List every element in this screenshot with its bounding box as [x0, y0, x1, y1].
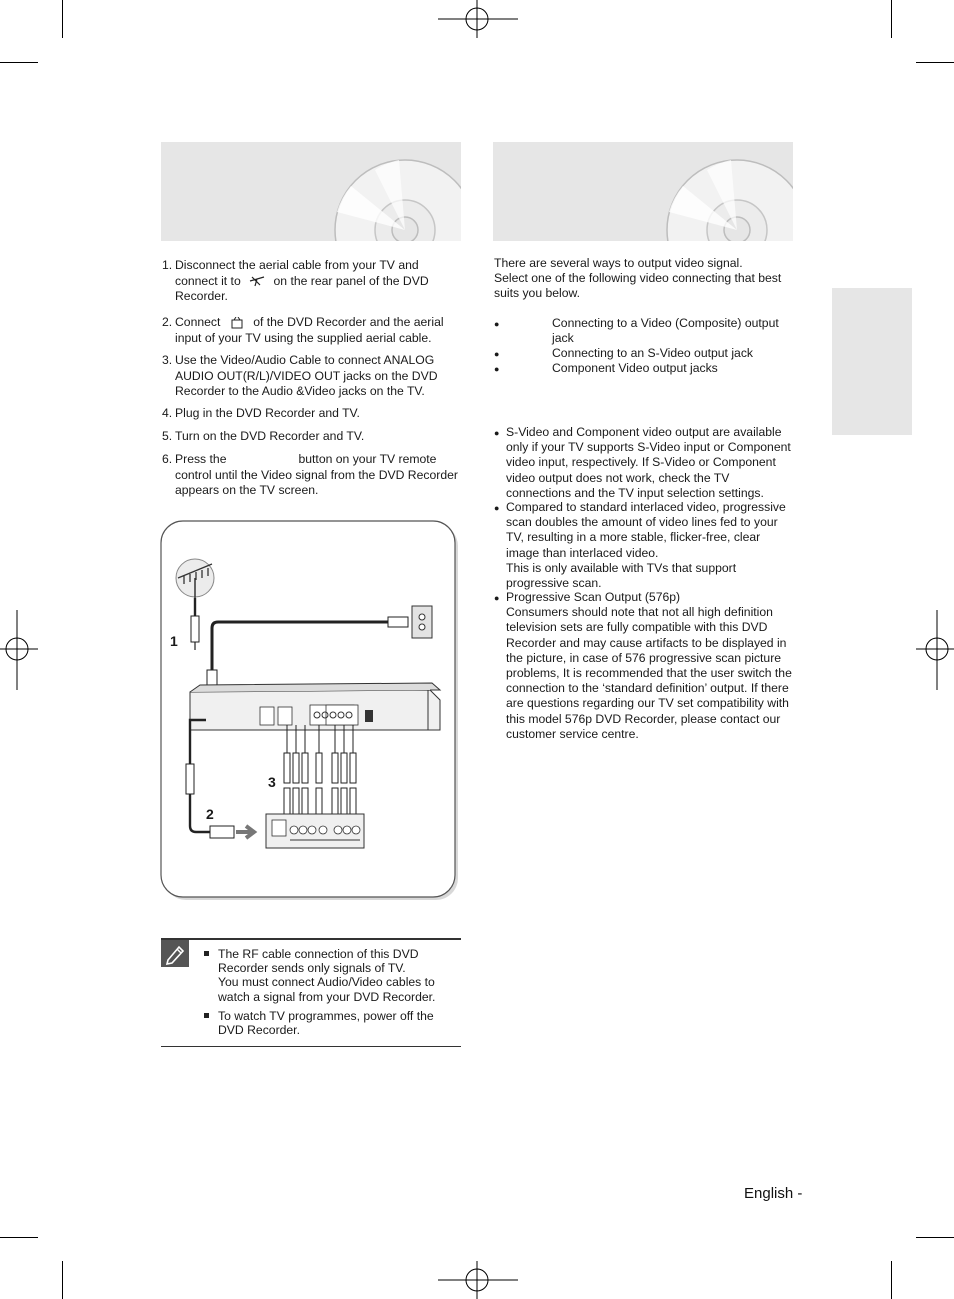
registration-mark-icon — [916, 610, 954, 690]
diagram-illustration — [160, 520, 460, 902]
right-note — [494, 590, 794, 742]
crop-mark — [62, 1261, 63, 1299]
diagram-label-3: 3 — [268, 774, 276, 790]
step-number: 4. — [162, 406, 173, 420]
step-3 — [162, 353, 462, 400]
note-text: only if your TV supports S-Video input or Component — [506, 440, 791, 455]
bullet-dot-icon: ● — [494, 428, 500, 438]
step-number: 1. — [162, 258, 173, 272]
note-bottom-rule — [161, 1046, 461, 1047]
option-text: Component Video output jacks — [552, 361, 718, 375]
note-text: TV, resulting in a more stable, flicker-free, clear — [506, 530, 761, 545]
tv-out-icon — [227, 317, 247, 329]
note-text: S-Video and Component video output are available — [506, 425, 782, 439]
note-text: video input, respectively. If S-Video or Component — [506, 455, 776, 470]
step-number: 5. — [162, 429, 173, 443]
step-text: Recorder to the Audio &Video jacks on the TV. — [175, 384, 425, 399]
note-text: this model 576p DVD Recorder, please contact our — [506, 711, 781, 726]
crop-mark — [891, 1261, 892, 1299]
note-text: The RF cable connection of this DVD — [218, 947, 419, 961]
step-5 — [162, 429, 462, 445]
right-note — [494, 425, 794, 501]
step-text: appears on the TV screen. — [175, 483, 319, 498]
bullet-dot-icon: ● — [494, 349, 500, 359]
crop-mark — [62, 0, 63, 38]
note-text: video output does not work, check the TV — [506, 470, 730, 485]
step-text: Plug in the DVD Recorder and TV. — [175, 406, 360, 420]
diagram-label-2: 2 — [206, 806, 214, 822]
option-item — [494, 361, 794, 376]
note-text: watch a signal from your DVD Recorder. — [218, 989, 436, 1004]
note-text: customer service centre. — [506, 726, 639, 741]
step-text: Use the Video/Audio Cable to connect ANALOG — [175, 353, 435, 367]
note-text: You must connect Audio/Video cables to — [218, 975, 435, 990]
step-number: 3. — [162, 353, 173, 367]
bullet-dot-icon: ● — [494, 319, 500, 329]
disc-graphic-icon — [493, 142, 793, 241]
step-text: control until the Video signal from the DVD Recorder — [175, 467, 458, 482]
option-item — [494, 316, 794, 346]
option-text: Connecting to an S-Video output jack — [552, 346, 754, 360]
section-header-right — [493, 142, 793, 241]
note-text: This is only available with TVs that support — [506, 560, 737, 575]
step-text: AUDIO OUT(R/L)/VIDEO OUT jacks on the DVD — [175, 368, 438, 383]
option-item — [494, 346, 794, 361]
crop-mark — [916, 1237, 954, 1238]
bullet-square-icon — [204, 1013, 209, 1018]
registration-mark-icon — [438, 1261, 518, 1299]
pencil-icon — [161, 940, 189, 967]
step-text: Press the — [175, 452, 227, 466]
step-number: 6. — [162, 452, 173, 466]
step-text: Disconnect the aerial cable from your TV and — [175, 258, 419, 272]
bullet-dot-icon: ● — [494, 503, 500, 513]
section-header-left — [161, 142, 461, 241]
right-note — [494, 500, 794, 591]
intro-line: suits you below. — [494, 286, 581, 301]
bullet-dot-icon: ● — [494, 593, 500, 603]
note-item — [218, 1009, 458, 1037]
step-text: Recorder. — [175, 289, 228, 304]
note-text: progressive scan. — [506, 576, 602, 591]
intro-line: There are several ways to output video signal. — [494, 256, 743, 270]
note-icon — [161, 940, 189, 967]
step-text: Connect — [175, 315, 221, 329]
note-text: television sets are fully compatible with this DVD — [506, 620, 768, 635]
option-text: jack — [552, 331, 574, 346]
step-2 — [162, 315, 462, 346]
note-text: To watch TV programmes, power off the — [218, 1009, 434, 1023]
intro-text — [494, 256, 794, 302]
note-text: problems, It is recommended that the user switch the — [506, 666, 792, 681]
step-6 — [162, 452, 462, 499]
note-text: are questions regarding our TV set compatibility with — [506, 696, 789, 711]
step-text: Turn on the DVD Recorder and TV. — [175, 429, 365, 443]
note-text: scan doubles the amount of video lines fed to your — [506, 515, 778, 530]
step-1 — [162, 258, 462, 305]
note-text: Consumers should note that not all high definition — [506, 605, 773, 620]
bullet-square-icon — [204, 951, 209, 956]
note-text: the picture, in case of 576 progressive scan picture — [506, 650, 782, 665]
step-text: button on your TV remote — [298, 452, 437, 466]
intro-line: Select one of the following video connecting that best — [494, 271, 782, 286]
note-top-rule — [161, 938, 461, 940]
note-text: Progressive Scan Output (576p) — [506, 590, 681, 604]
connection-diagram — [160, 520, 460, 902]
bullet-dot-icon: ● — [494, 364, 500, 374]
step-text: connect it to — [175, 273, 241, 288]
registration-mark-icon — [438, 0, 518, 38]
note-text: connections and the TV input selection settings. — [506, 485, 764, 500]
crop-mark — [0, 62, 38, 63]
step-4 — [162, 406, 462, 422]
page-label: English - — [744, 1185, 803, 1202]
note-item — [218, 947, 458, 1004]
disc-graphic-icon — [161, 142, 461, 241]
note-text: Compared to standard interlaced video, progressive — [506, 500, 786, 514]
step-text: of the DVD Recorder and the aerial — [253, 315, 444, 329]
diagram-label-1: 1 — [170, 633, 178, 649]
note-text: image than interlaced video. — [506, 545, 659, 560]
note-text: Recorder and may cause artifacts to be displayed in — [506, 635, 787, 650]
side-tab — [832, 288, 912, 435]
registration-mark-icon — [0, 610, 38, 690]
step-text: on the rear panel of the DVD — [273, 273, 429, 288]
step-number: 2. — [162, 315, 173, 329]
crop-mark — [0, 1237, 38, 1238]
note-text: Recorder sends only signals of TV. — [218, 961, 406, 976]
option-text: Connecting to a Video (Composite) output — [552, 316, 779, 330]
note-text: DVD Recorder. — [218, 1023, 300, 1038]
antenna-in-icon — [248, 275, 266, 287]
note-text: connection to the ‘standard definition’ output. If there — [506, 681, 789, 696]
step-text: input of your TV using the supplied aerial cable. — [175, 330, 432, 345]
crop-mark — [916, 62, 954, 63]
crop-mark — [891, 0, 892, 38]
